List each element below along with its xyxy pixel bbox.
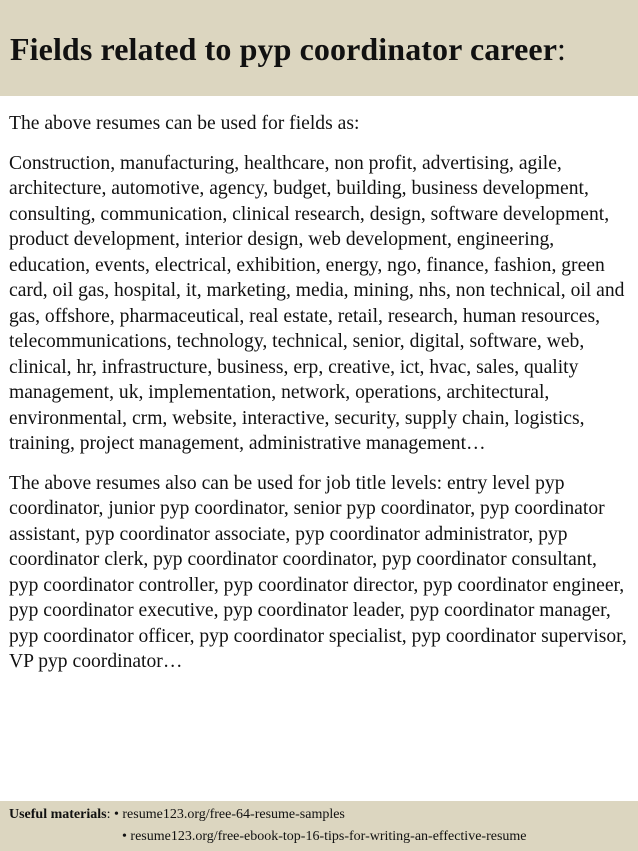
page-title-colon: : — [557, 31, 567, 67]
footer-link-ebook[interactable]: • resume123.org/free-ebook-top-16-tips-for-writing-an-effective-resume — [122, 829, 527, 844]
main-content — [9, 111, 631, 675]
page-title-text: Fields related to pyp coordinator career — [10, 31, 558, 67]
footer-label: Useful materials — [9, 807, 107, 822]
footer-link-samples[interactable]: • resume123.org/free-64-resume-samples — [113, 807, 345, 822]
page-title — [10, 29, 566, 69]
footer-row-2 — [122, 828, 527, 846]
job-levels-text: The above resumes also can be used for job title levels: entry level pyp coordinator, junior pyp coordinator, senior pyp coordinator, pyp coordinator assistant, pyp coordinator associate, pyp coordinator administrator, pyp coordinator clerk, pyp coordinator coordinator, pyp coordinator consultant, pyp coordinator controller, pyp coordinator director, pyp coordinator engineer, pyp coordinator executive, pyp coordinator leader, pyp coordinator manager, pyp coordinator officer, pyp coordinator specialist, pyp coordinator supervisor, VP pyp coordinator… — [9, 472, 627, 672]
fields-list: Construction, manufacturing, healthcare, non profit, advertising, agile, architecture, automotive, agency, budget, building, business development, consulting, communication, clinical research, design, software development, product development, interior design, web development, engineering, education, events, electrical, exhibition, energy, ngo, finance, fashion, green card, oil gas, hospital, it, marketing, media, mining, nhs, non technical, oil and gas, offshore, pharmaceutical, real estate, retail, research, human resources, telecommunications, technology, technical, senior, digital, software, web, clinical, hr, infrastructure, business, erp, creative, ict, hvac, sales, quality management, uk, implementation, network, operations, architectural, environmental, crm, website, interactive, security, supply chain, logistics, training, project management, administrative management… — [9, 152, 625, 454]
footer-row-1 — [9, 806, 345, 824]
intro-text: The above resumes can be used for fields as: — [9, 113, 360, 134]
footer-separator: : — [106, 807, 114, 822]
